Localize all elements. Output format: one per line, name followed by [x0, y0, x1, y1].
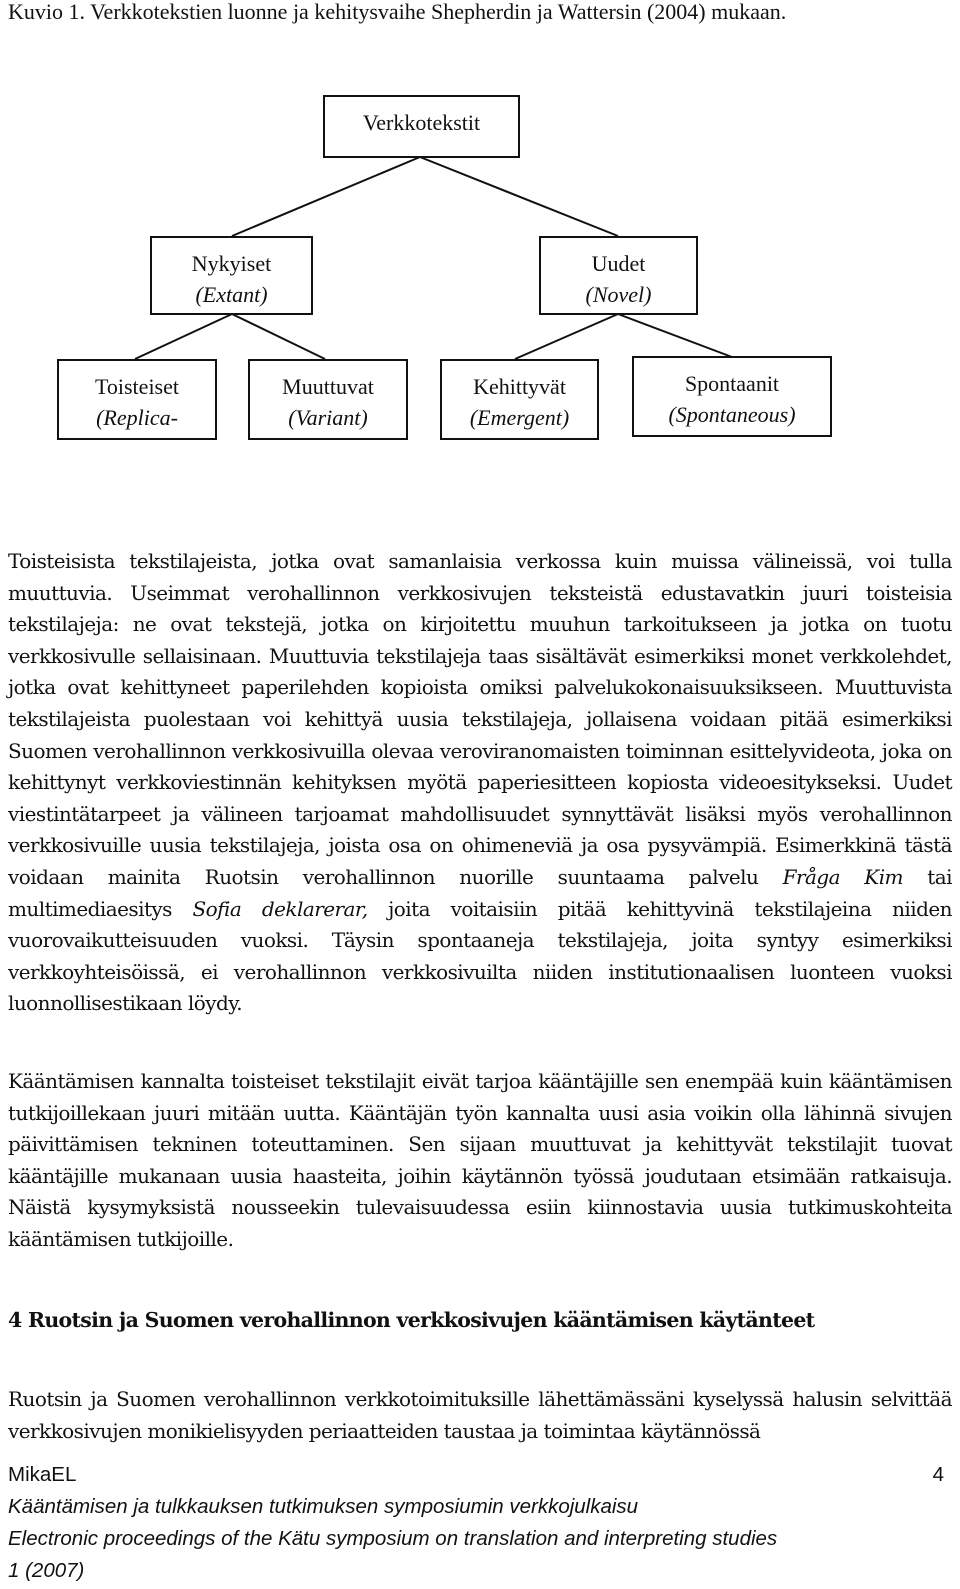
node-variant-sub: (Variant): [288, 405, 368, 430]
section-heading: 4 Ruotsin ja Suomen verohallinnon verkkosivujen kääntämisen käytänteet: [8, 1308, 815, 1332]
node-verkkotekstit: [323, 95, 520, 158]
node-variant: [248, 359, 408, 440]
node-novel-sub: (Novel): [585, 282, 652, 307]
node-spontaneous-label: Spontaanit: [684, 371, 780, 396]
node-replicated-sub: (Replica-: [96, 405, 178, 430]
node-extant: [150, 236, 313, 315]
node-variant-label: Muuttuvat: [282, 374, 374, 399]
node-emergent-sub: (Emergent): [469, 405, 570, 430]
edge-root-novel: [420, 157, 618, 236]
para1-text-3: joita voitaisiin pitää kehittyvinä tekstilajeina niiden vuorovaikutteisuuden vuoksi. Täysin spontaaneja tekstilajeja, joita syntyy esimerkiksi verkkoyhteisöissä, ei verohallinnon verkkosivuilta niiden institutionaalisen luonteen vuoksi luonnollisestikaan löydy.: [8, 896, 952, 1016]
body-paragraph-3: [8, 1384, 952, 1447]
body-paragraph-1: [8, 546, 952, 1020]
node-extant-sub: (Extant): [195, 282, 268, 307]
edge-extant-variant: [232, 314, 325, 359]
para1-title-fraga-kim: Fråga Kim: [782, 864, 903, 889]
edge-novel-emergent: [515, 314, 618, 359]
node-root-label: Verkkotekstit: [362, 110, 481, 135]
node-replicated-label: Toisteiset: [94, 374, 179, 399]
footer-line-4: 1 (2007): [8, 1559, 85, 1582]
para1-text-2: tai multimediaesitys: [8, 864, 952, 921]
body-paragraph-2: [8, 1066, 952, 1256]
footer-line-3: Electronic proceedings of the Kätu symposium on translation and interpreting studies: [8, 1527, 778, 1550]
node-spontaneous-sub: (Spontaneous): [668, 402, 796, 427]
node-novel-label: Uudet: [591, 251, 646, 276]
node-emergent: [440, 359, 599, 440]
node-replicated: [57, 359, 217, 440]
node-emergent-label: Kehittyvät: [473, 374, 566, 399]
node-spontaneous: [632, 356, 832, 437]
para4-text: Ruotsin ja Suomen verohallinnon verkkotoimituksille lähettämässäni kyselyssä halusin selvittää verkkosivujen monikielisyyden periaatteiden taustaa ja toimintaa käytännössä: [8, 1387, 952, 1443]
page-footer: [8, 1459, 944, 1587]
node-extant-label: Nykyiset: [191, 251, 272, 276]
footer-journal: MikaEL: [8, 1463, 77, 1486]
edge-extant-replicated: [135, 314, 232, 359]
footer-line-2: Kääntämisen ja tulkkauksen tutkimuksen symposiumin verkkojulkaisu: [8, 1495, 639, 1518]
para2-text: Kääntämisen kannalta toisteiset tekstilajit eivät tarjoa kääntäjille sen enempää kuin kääntämisen tutkijoillekaan juuri mitään uutta. Kääntäjän työn kannalta uusi asia voikin olla lähinnä sivujen päivittämisen tekninen toteuttaminen. Sen sijaan muuttuvat ja kehittyvät tekstilajit tuovat kääntäjille mukanaan uusia haasteita, joihin käytännön työssä joudutaan etsimään ratkaisuja. Näistä kysymyksistä nousseekin tulevaisuudessa esiin kiinnostavia uusia tutkimuskohteita kääntämisen tutkijoille.: [8, 1069, 952, 1251]
figure-caption: Kuvio 1. Verkkotekstien luonne ja kehitysvaihe Shepherdin ja Wattersin (2004) mukaan.: [8, 0, 787, 24]
page-number: 4: [932, 1463, 944, 1486]
para1-text-1: Toisteisista tekstilajeista, jotka ovat samanlaisia verkossa kuin muissa välineissä, voi tulla muuttuvia. Useimmat verohallinnon verkkosivujen teksteistä edustavatkin juuri toisteisia tekstilajeja: ne ovat tekstejä, jotka on kirjoitettu muuhun tarkoitukseen ja jotka on tuotu verkkosivulle sellaisinaan. Muuttuvia tekstilajeja taas sisältävät esimerkiksi monet verkkolehdet, jotka ovat kehittyneet paperilehden kopioista omiksi palvelukokonaisuuksikseen. Muuttuvista tekstilajeista puolestaan voi kehittyä uusia tekstilajeja, jollaisena voidaan pitää esimerkiksi Suomen verohallinnon verkkosivuilla olevaa veroviranomaisten toiminnan esittelyvideota, joka on kehittynyt verkkoviestinnän kehityksen myötä paperiesitteen kopiosta videoesitykseksi. Uudet viestintätarpeet ja välineen tarjoamat mahdollisuudet synnyttävät lisäksi myös verohallinnon verkkosivuille uusia tekstilajeja, joista osa on ohimeneviä ja osa pysyvämpiä. Esimerkkinä tästä voidaan mainita Ruotsin verohallinnon nuorille suuntaama palvelu: [8, 549, 952, 889]
edge-novel-spontaneous: [618, 314, 732, 357]
node-novel: [539, 236, 698, 315]
edge-root-extant: [232, 157, 420, 236]
para1-title-sofia: Sofia deklarerar,: [192, 896, 368, 921]
